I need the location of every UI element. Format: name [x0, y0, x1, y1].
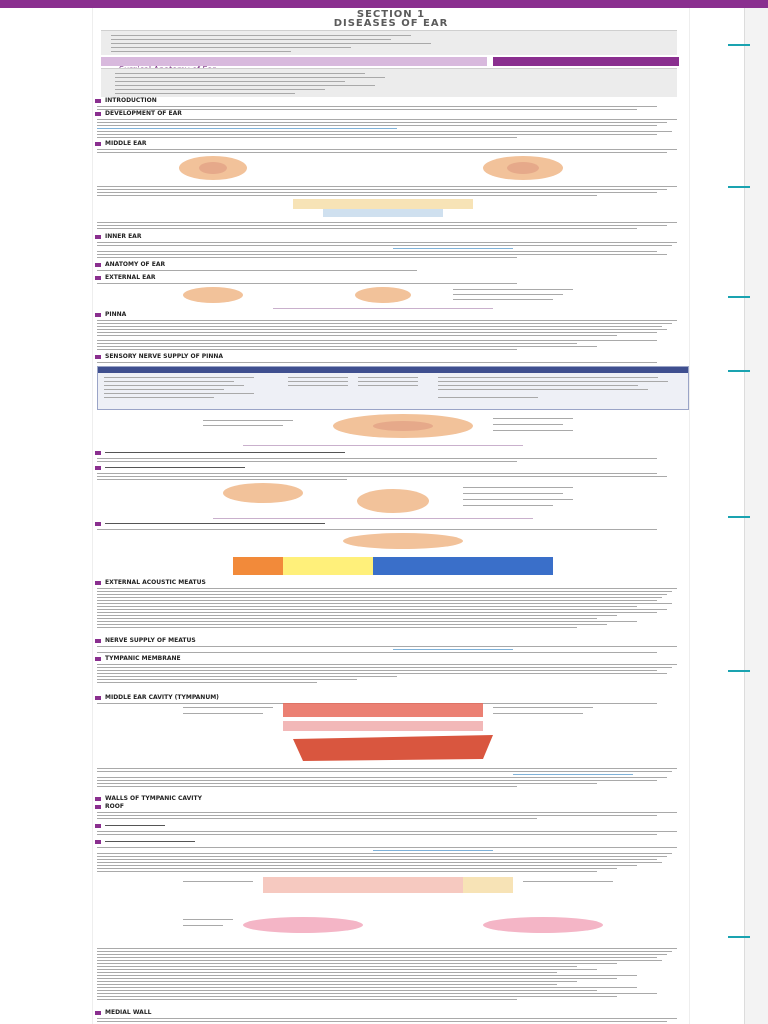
chapter-contents-box: [101, 68, 677, 97]
figure-tympanic-membrane: [183, 873, 623, 943]
heading-roof: ROOF: [105, 803, 124, 810]
heading-middle-ear: MIDDLE EAR: [105, 140, 147, 147]
page-nav-marker[interactable]: [728, 44, 750, 46]
chapter-band: [101, 57, 679, 66]
page-nav-marker[interactable]: [728, 936, 750, 938]
nerve-supply-table: [97, 366, 689, 410]
page-nav-marker[interactable]: [728, 670, 750, 672]
heading-anatomy-of-ear: ANATOMY OF EAR: [105, 261, 166, 268]
page-nav-marker[interactable]: [728, 370, 750, 372]
heading-external-acoustic-meatus: EXTERNAL ACOUSTIC MEATUS: [105, 579, 206, 586]
heading-sensory-nerve-supply-pinna: SENSORY NERVE SUPPLY OF PINNA: [105, 353, 224, 360]
heading-introduction: INTRODUCTION: [105, 97, 157, 104]
figure-lymphatic-drainage: [153, 531, 623, 577]
section-title: DISEASES OF EAR: [333, 18, 449, 29]
figure-pinna-development: [173, 285, 593, 305]
heading-medial-wall: MEDIAL WALL: [105, 1009, 152, 1016]
heading-external-ear: EXTERNAL EAR: [105, 274, 156, 281]
section-label: SECTION 1: [356, 9, 426, 20]
page-nav-marker[interactable]: [728, 516, 750, 518]
figure-middle-ear-cavity: [183, 701, 603, 761]
figure-pinna-nerve-supply: [193, 481, 593, 517]
heading-nerve-supply-meatus: NERVE SUPPLY OF MEATUS: [105, 637, 196, 644]
heading-tympanic-membrane: TYMPANIC MEMBRANE: [105, 655, 181, 662]
heading-walls-tympanic-cavity: WALLS OF TYMPANIC CAVITY: [105, 795, 202, 802]
document-page: [92, 8, 690, 1024]
heading-pinna: PINNA: [105, 311, 127, 318]
heading-development-of-ear: DEVELOPMENT OF EAR: [105, 110, 182, 117]
page-nav-marker[interactable]: [728, 186, 750, 188]
heading-middle-ear-cavity: MIDDLE EAR CAVITY (TYMPANUM): [105, 694, 219, 701]
figure-pinna-lateral-surface: [203, 412, 583, 442]
chapter-label-bar: [493, 57, 679, 66]
page-nav-marker[interactable]: [728, 296, 750, 298]
figure-ear-development: [153, 154, 623, 182]
section-contents-box: [101, 30, 677, 55]
viewer-top-bar: [0, 0, 768, 8]
heading-inner-ear: INNER EAR: [105, 233, 142, 240]
figure-ear-structures: [283, 197, 483, 219]
chapter-title-bar: [101, 57, 487, 66]
